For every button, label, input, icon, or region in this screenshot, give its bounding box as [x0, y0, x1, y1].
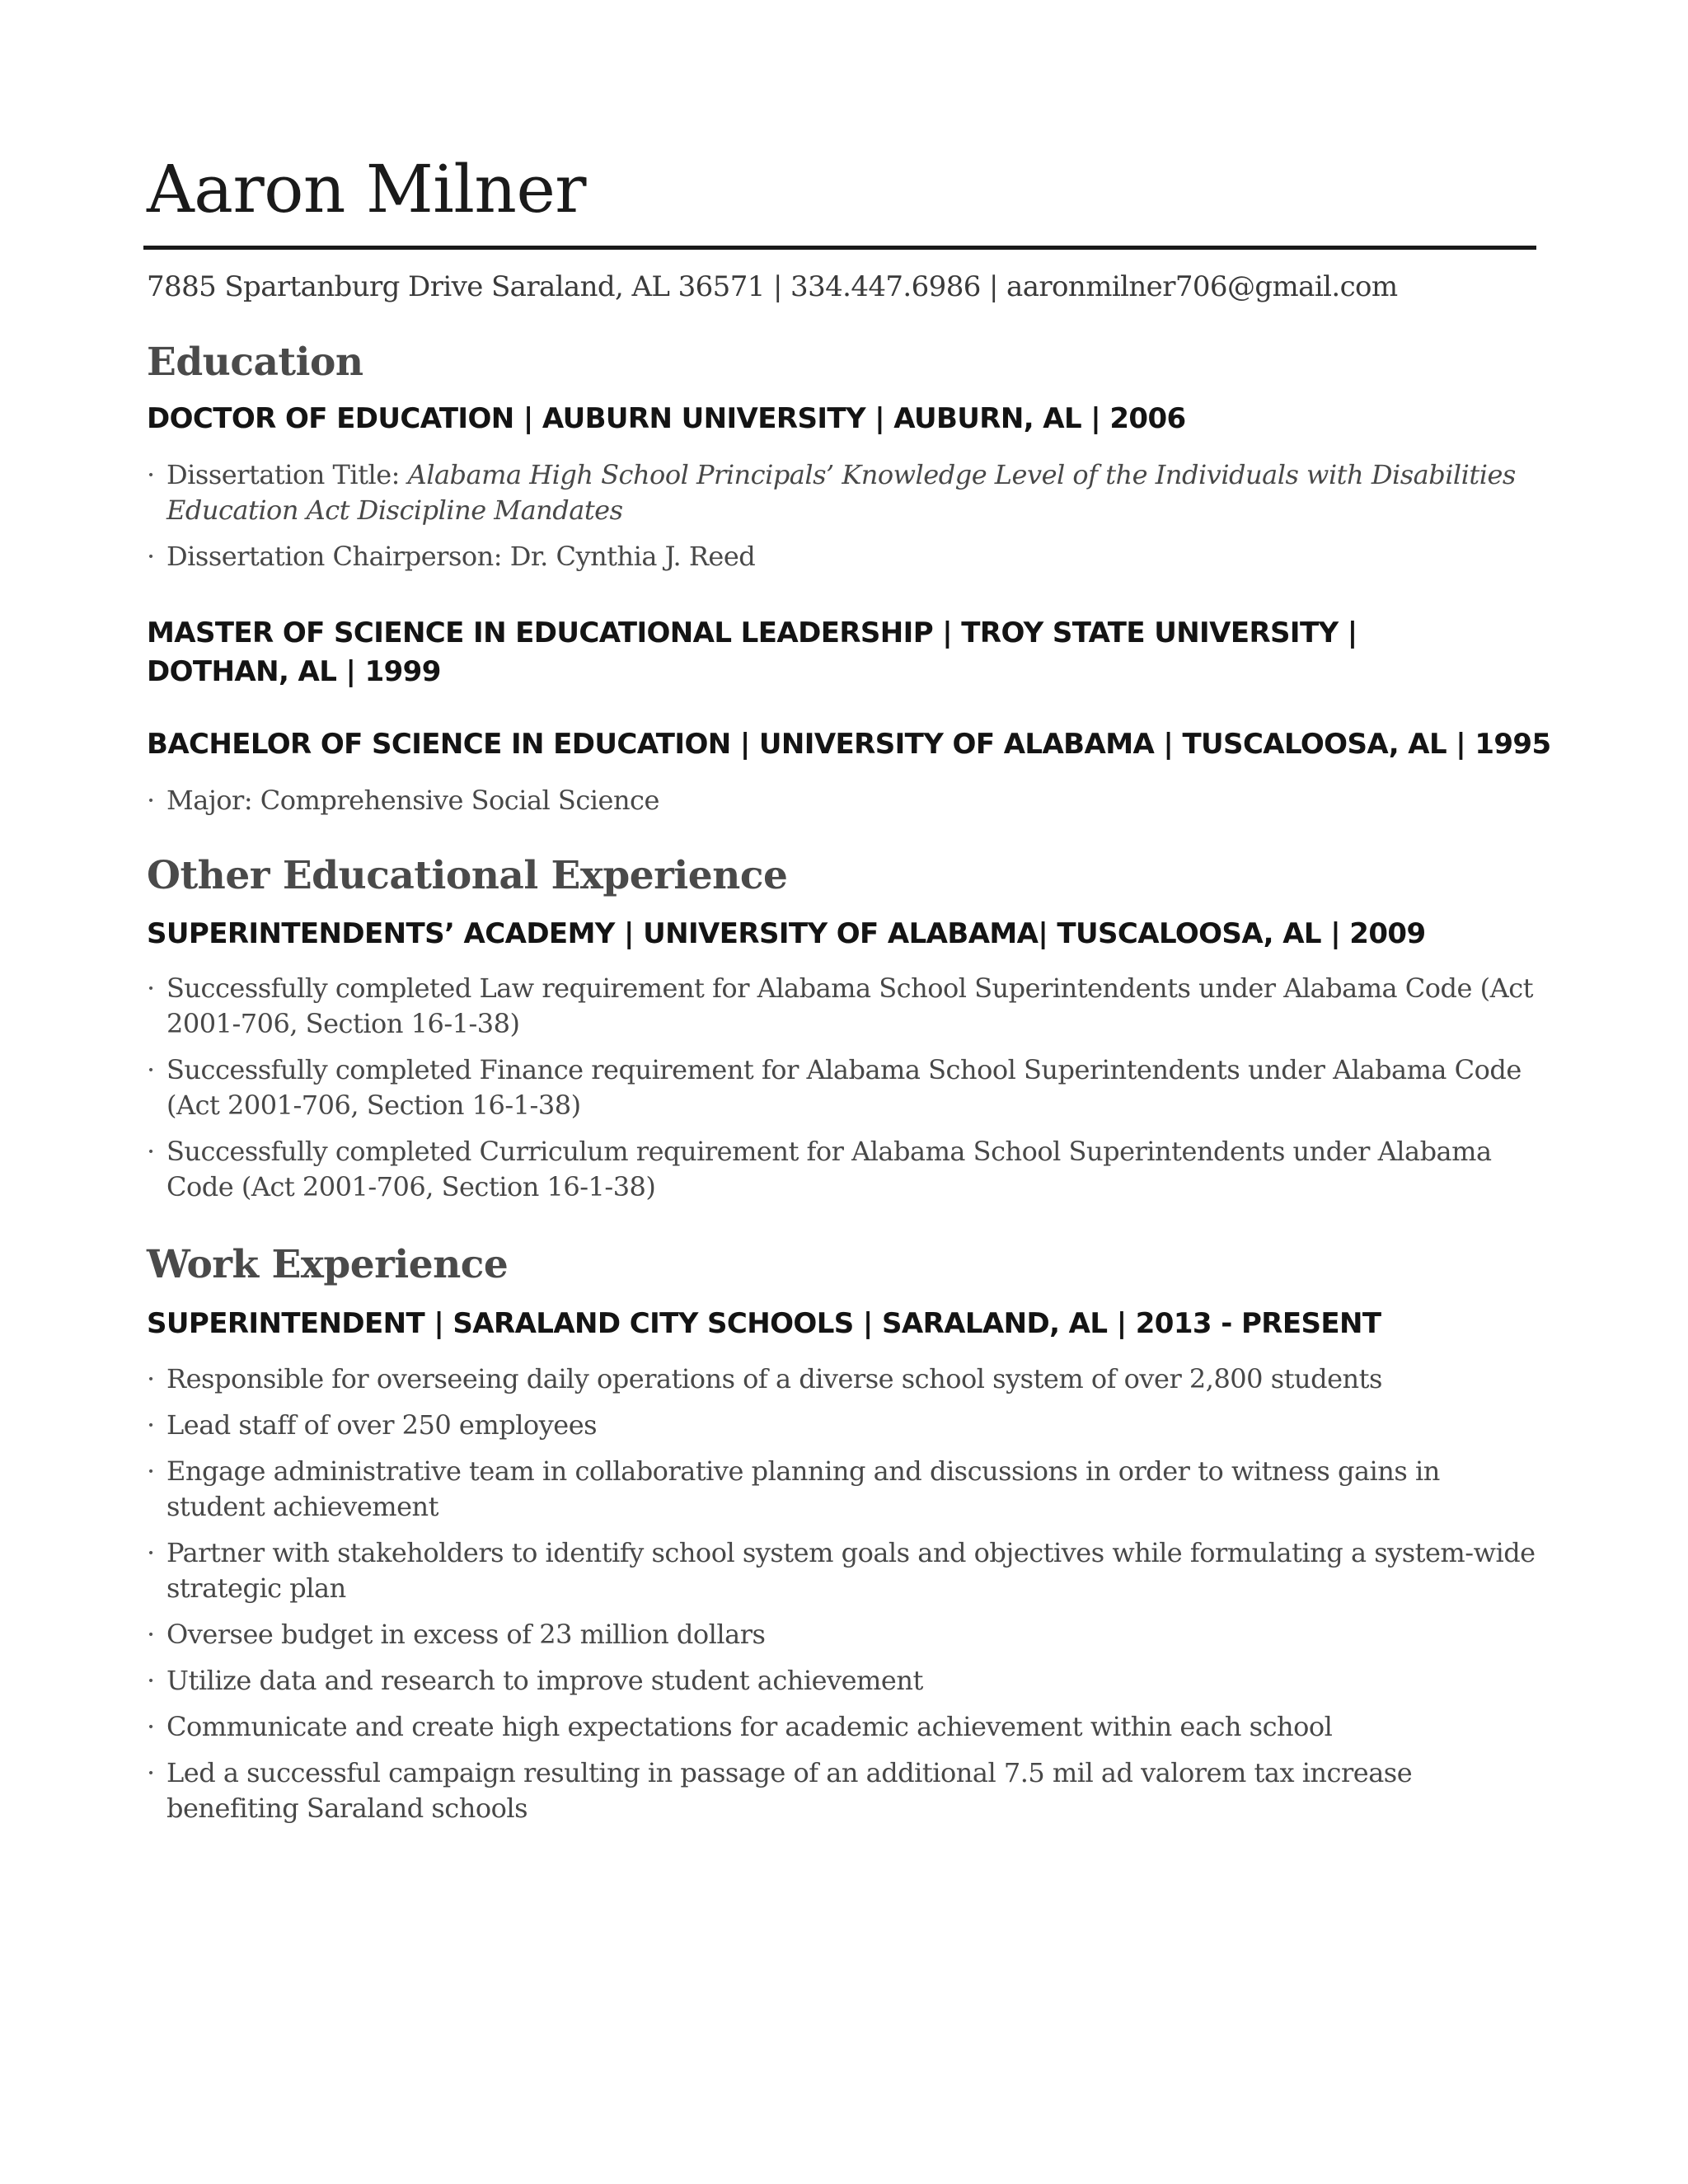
bullet-icon: ·: [147, 1537, 155, 1568]
bullet-icon: ·: [147, 1054, 155, 1085]
education-entry-bullets: [147, 457, 1540, 585]
bullet-text: Responsible for overseeing daily operations of a diverse school system of over 2,800 students: [166, 1363, 1382, 1394]
bullet-text: Engage administrative team in collaborative planning and discussions in order to witness gains in student achievement: [166, 1455, 1440, 1522]
bullet-text: Successfully completed Finance requirement for Alabama School Superintendents under Alabama Code (Act 2001-706, Section 16-1-38): [166, 1054, 1522, 1121]
list-item: [147, 457, 1540, 528]
bullet-text: Lead staff of over 250 employees: [166, 1409, 598, 1441]
bullet-icon: ·: [147, 1757, 155, 1788]
education-entry-title-line: DOTHAN, AL | 1999: [147, 655, 441, 688]
bullet-icon: ·: [147, 1711, 155, 1742]
section-heading-work-experience: Work Experience: [147, 1242, 509, 1287]
education-entry-title: BACHELOR OF SCIENCE IN EDUCATION | UNIVERSITY OF ALABAMA | TUSCALOOSA, AL | 1995: [147, 728, 1551, 761]
bullet-icon: ·: [147, 459, 155, 490]
list-item: [147, 1755, 1540, 1826]
section-heading-other-education: Other Educational Experience: [147, 853, 788, 898]
bullet-text: Utilize data and research to improve student achievement: [166, 1665, 923, 1696]
education-entry-title: DOCTOR OF EDUCATION | AUBURN UNIVERSITY | AUBURN, AL | 2006: [147, 402, 1186, 435]
bullet-icon: ·: [147, 1136, 155, 1167]
bullet-text: Communicate and create high expectations for academic achievement within each school: [166, 1711, 1333, 1742]
list-item: [147, 1663, 1540, 1699]
bullet-icon: ·: [147, 785, 155, 816]
dissertation-title: Alabama High School Principals’ Knowledge Level of the Individuals with Disabilities Education Act Discipline Mandates: [166, 459, 1516, 526]
education-entry-title: [147, 614, 1540, 691]
list-item: [147, 971, 1540, 1042]
bullet-text: Oversee budget in excess of 23 million dollars: [166, 1619, 766, 1650]
list-item: [147, 1361, 1540, 1397]
list-item: [147, 1408, 1540, 1443]
bullet-text: Successfully completed Curriculum requirement for Alabama School Superintendents under Alabama Code (Act 2001-706, Section 16-1-38): [166, 1136, 1492, 1202]
list-item: [147, 1454, 1540, 1525]
header-divider: [143, 246, 1536, 250]
list-item: [147, 783, 659, 818]
dissertation-chairperson: Dissertation Chairperson: Dr. Cynthia J. Reed: [166, 541, 756, 572]
other-education-entry-title: SUPERINTENDENTS’ ACADEMY | UNIVERSITY OF ALABAMA| TUSCALOOSA, AL | 2009: [147, 917, 1426, 950]
bullet-icon: ·: [147, 1619, 155, 1650]
list-item: [147, 1709, 1540, 1745]
bullet-icon: ·: [147, 1363, 155, 1394]
bullet-text: Successfully completed Law requirement for Alabama School Superintendents under Alabama Code (Act 2001-706, Section 16-1-38): [166, 972, 1534, 1039]
list-item: [147, 1617, 1540, 1652]
education-entry-title-line: MASTER OF SCIENCE IN EDUCATIONAL LEADERSHIP | TROY STATE UNIVERSITY |: [147, 616, 1357, 649]
bullet-icon: ·: [147, 1665, 155, 1696]
contact-line: 7885 Spartanburg Drive Saraland, AL 36571 | 334.447.6986 | aaronmilner706@gmail.com: [147, 270, 1398, 303]
work-entry-title: SUPERINTENDENT | SARALAND CITY SCHOOLS | SARALAND, AL | 2013 - PRESENT: [147, 1307, 1381, 1340]
dissertation-title-label: Dissertation Title:: [166, 459, 408, 490]
bullet-icon: ·: [147, 541, 155, 572]
bullet-icon: ·: [147, 1455, 155, 1487]
bullet-text: Partner with stakeholders to identify school system goals and objectives while formulating a system-wide strategic plan: [166, 1537, 1536, 1604]
work-entry-bullets: [147, 1361, 1540, 1837]
bullet-text: Led a successful campaign resulting in passage of an additional 7.5 mil ad valorem tax increase benefiting Saraland schools: [166, 1757, 1413, 1824]
resume-name: Aaron Milner: [147, 151, 587, 227]
other-education-entry-bullets: [147, 971, 1540, 1216]
list-item: [147, 1052, 1540, 1123]
list-item: [147, 539, 1540, 574]
resume-page: [147, 148, 1551, 1824]
bullet-icon: ·: [147, 1409, 155, 1441]
education-entry-bullets: [147, 783, 659, 818]
section-heading-education: Education: [147, 340, 363, 385]
list-item: [147, 1134, 1540, 1205]
bullet-icon: ·: [147, 972, 155, 1004]
list-item: [147, 1535, 1540, 1606]
major: Major: Comprehensive Social Science: [166, 785, 659, 816]
